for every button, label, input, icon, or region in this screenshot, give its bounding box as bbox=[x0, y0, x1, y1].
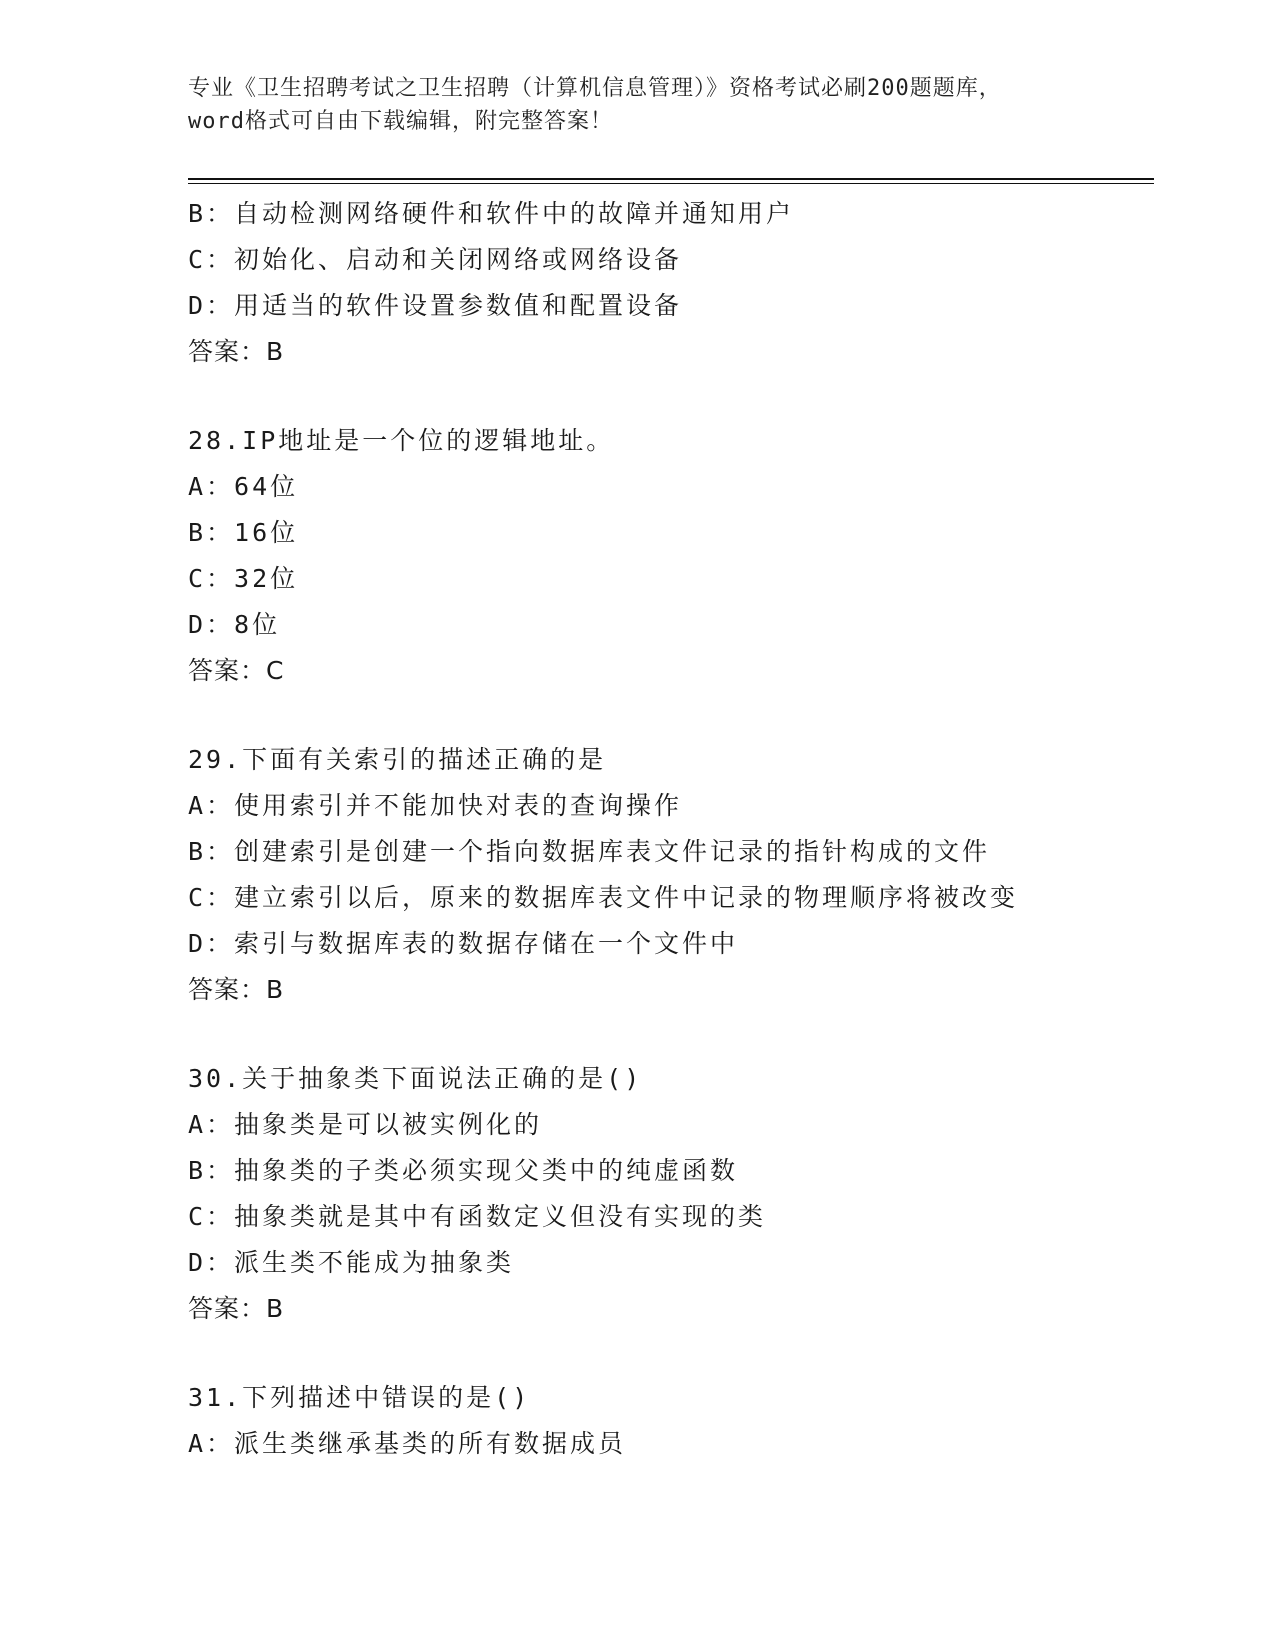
header-rule-thin bbox=[188, 183, 1154, 184]
option-d: D：8位 bbox=[188, 610, 281, 639]
option-d: D：派生类不能成为抽象类 bbox=[188, 1248, 515, 1277]
option-d: D：用适当的软件设置参数值和配置设备 bbox=[188, 291, 683, 320]
option-c: C：抽象类就是其中有函数定义但没有实现的类 bbox=[188, 1202, 767, 1231]
answer-line: 答案：B bbox=[188, 337, 285, 366]
option-a: A：派生类继承基类的所有数据成员 bbox=[188, 1429, 627, 1458]
question-stem: 31.下列描述中错误的是() bbox=[188, 1383, 531, 1412]
spacer bbox=[188, 1332, 1148, 1375]
option-a: A：使用索引并不能加快对表的查询操作 bbox=[188, 791, 683, 820]
option-b: B：创建索引是创建一个指向数据库表文件记录的指针构成的文件 bbox=[188, 837, 991, 866]
option-a: A：抽象类是可以被实例化的 bbox=[188, 1110, 543, 1139]
option-a: A：64位 bbox=[188, 472, 299, 501]
option-b: B：抽象类的子类必须实现父类中的纯虚函数 bbox=[188, 1156, 739, 1185]
option-d: D：索引与数据库表的数据存储在一个文件中 bbox=[188, 929, 739, 958]
document-header bbox=[188, 72, 1088, 138]
question-29 bbox=[188, 737, 1148, 1013]
answer-line: 答案：B bbox=[188, 975, 285, 1004]
spacer bbox=[188, 375, 1148, 418]
option-b: B：16位 bbox=[188, 518, 299, 547]
question-stem: 30.关于抽象类下面说法正确的是() bbox=[188, 1064, 643, 1093]
question-stem: 29.下面有关索引的描述正确的是 bbox=[188, 745, 607, 774]
answer-line: 答案：C bbox=[188, 656, 285, 685]
option-b: B：自动检测网络硬件和软件中的故障并通知用户 bbox=[188, 199, 795, 228]
option-c: C：初始化、启动和关闭网络或网络设备 bbox=[188, 245, 683, 274]
spacer bbox=[188, 694, 1148, 737]
header-line-1: 专业《卫生招聘考试之卫生招聘（计算机信息管理）》资格考试必刷200题题库， bbox=[188, 76, 1002, 101]
question-30 bbox=[188, 1056, 1148, 1332]
question-27-tail bbox=[188, 191, 1148, 375]
option-c: C：建立索引以后，原来的数据库表文件中记录的物理顺序将被改变 bbox=[188, 883, 1019, 912]
header-line-2: word格式可自由下载编辑，附完整答案！ bbox=[188, 109, 613, 134]
answer-line: 答案：B bbox=[188, 1294, 285, 1323]
header-rule-thick bbox=[188, 178, 1154, 180]
question-28 bbox=[188, 418, 1148, 694]
spacer bbox=[188, 1013, 1148, 1056]
question-31 bbox=[188, 1375, 1148, 1467]
question-list bbox=[188, 191, 1148, 1467]
option-c: C：32位 bbox=[188, 564, 299, 593]
question-stem: 28.IP地址是一个位的逻辑地址。 bbox=[188, 426, 615, 455]
